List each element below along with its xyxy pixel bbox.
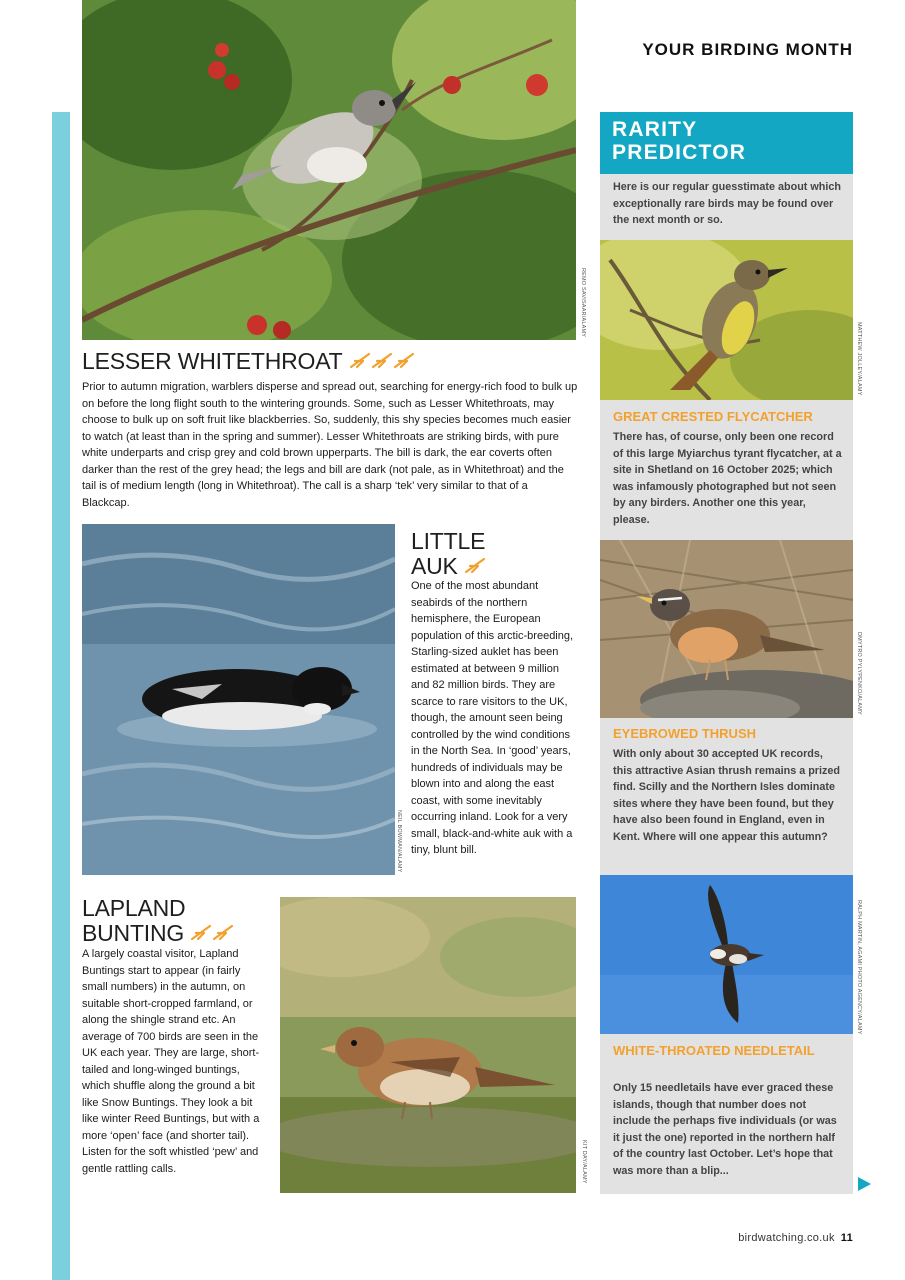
photo-credit: MATTHEW JOLLEY/ALAMY xyxy=(856,322,862,396)
rarity-text-great-crested-flycatcher: There has, of course, only been one record of this large Myiarchus tyrant flycatcher, at a site in Shetland on 16 October 2025; which was infamously photographed but not seen by any birders. Another one this year, please. xyxy=(613,431,842,526)
rarity-heading-eyebrowed-thrush: EYEBROWED THRUSH xyxy=(613,726,757,741)
great-crested-flycatcher-photo xyxy=(600,240,853,400)
lapland-bunting-photo xyxy=(280,897,576,1193)
lesser-whitethroat-title xyxy=(82,349,417,376)
photo-credit: NEIL BOWMAN/ALAMY xyxy=(396,810,402,873)
lesser-whitethroat-text: Prior to autumn migration, warblers disperse and spread out, searching for energy-rich food to bulk up on before the long flight south to the wintering grounds. Some, such as Lesser Whitethroats, may choose to bulk up on soft fruit like blackberries. So, suddenly, this shy species becomes much easier to watch (at least than in the spring and summer). Lesser Whitethroats are striking birds, with pure white underparts and crisp grey and cold brown upperparts. The bill is dark, the ear coverts often darker than the rest of the grey head; the legs and bill are dark (not pale, as in Whitethroat) and the tail is of medium length (long in Whitethroat). The call is a sharp ‘tek’ very similar to that of a Blackcap. xyxy=(82,381,578,509)
white-throated-needletail-photo xyxy=(600,875,853,1034)
photo-credit: RALPH MARTIN, AGAMI PHOTO AGENCY/ALAMY xyxy=(856,900,862,1035)
section-header: YOUR BIRDING MONTH xyxy=(642,40,853,59)
lapland-bunting-title xyxy=(82,896,236,948)
lapland-bunting-text: A largely coastal visitor, Lapland Buntings start to appear (in fairly small numbers) in the autumn, on suitable short-cropped farmland, or along the shingle strand etc. An average of 700 birds are seen in the UK each year. They are large, short-tailed and long-winged buntings, which shuffle along the ground a bit like Snow Buntings. They look a bit like winter Reed Buntings, but with a more ‘open’ face (and shorter tail). Listen for the soft whistled ‘pew’ and gentle rattling calls. xyxy=(82,948,260,1175)
little-auk-heading-line2: AUK xyxy=(411,553,458,579)
side-accent-bar xyxy=(52,112,70,1280)
next-page-arrow-icon[interactable] xyxy=(858,1177,871,1191)
rarity-predictor-title-line2: PREDICTOR xyxy=(612,141,747,164)
lapland-bunting-heading-line2: BUNTING xyxy=(82,920,185,946)
little-auk-heading-line1: LITTLE xyxy=(411,528,486,554)
lesser-whitethroat-heading: LESSER WHITETHROAT xyxy=(82,348,343,374)
photo-credit: REMO SAVISAAR/ALAMY xyxy=(580,268,586,338)
little-auk-photo xyxy=(82,524,395,875)
rating-wings-icon xyxy=(190,921,236,948)
little-auk-title xyxy=(411,529,488,581)
photo-credit: DMYTRO PYLYPENKO/ALAMY xyxy=(856,632,862,715)
rarity-predictor-title-line1: RARITY xyxy=(612,118,698,141)
lesser-whitethroat-photo xyxy=(82,0,576,340)
page-number: 11 xyxy=(840,1232,853,1244)
lapland-bunting-heading-line1: LAPLAND xyxy=(82,895,186,921)
rarity-heading-great-crested-flycatcher: GREAT CRESTED FLYCATCHER xyxy=(613,409,813,424)
rating-wings-icon xyxy=(349,349,417,376)
rarity-heading-white-throated-needletail: WHITE-THROATED NEEDLETAIL xyxy=(613,1043,815,1058)
rarity-predictor-title xyxy=(612,118,746,164)
rarity-text-white-throated-needletail: Only 15 needletails have ever graced these islands, though that number does not include the perhaps five individuals (or was it just the one) reported in the northern half of the country last October. Let’s hope that was more than a blip... xyxy=(613,1082,837,1177)
page-footer xyxy=(738,1232,853,1244)
eyebrowed-thrush-photo xyxy=(600,540,853,718)
rarity-predictor-intro: Here is our regular guesstimate about which exceptionally rare birds may be found over the next month or so. xyxy=(613,181,841,226)
little-auk-text: One of the most abundant seabirds of the northern hemisphere, the European population of this arctic-breeding, Starling-sized auklet has been estimated at between 9 million and 82 million birds. They are scarce to rare visitors to the UK, though, the amount seen being controlled by the wind conditions in the North Sea. In ‘good’ years, hundreds of individuals may be blown into and along the east coast, with some inevitably occurring inland. Look for a very small, black-and-white auk with a tiny, blunt bill. xyxy=(411,580,574,856)
footer-site: birdwatching.co.uk xyxy=(738,1232,835,1244)
photo-credit: KIT DAY/ALAMY xyxy=(581,1140,587,1184)
rarity-text-eyebrowed-thrush: With only about 30 accepted UK records, this attractive Asian thrush remains a prized find. Scilly and the Northern Isles dominate sites where they have been found, but they have also been found in England, even in Kent. Where will one appear this autumn? xyxy=(613,748,841,843)
